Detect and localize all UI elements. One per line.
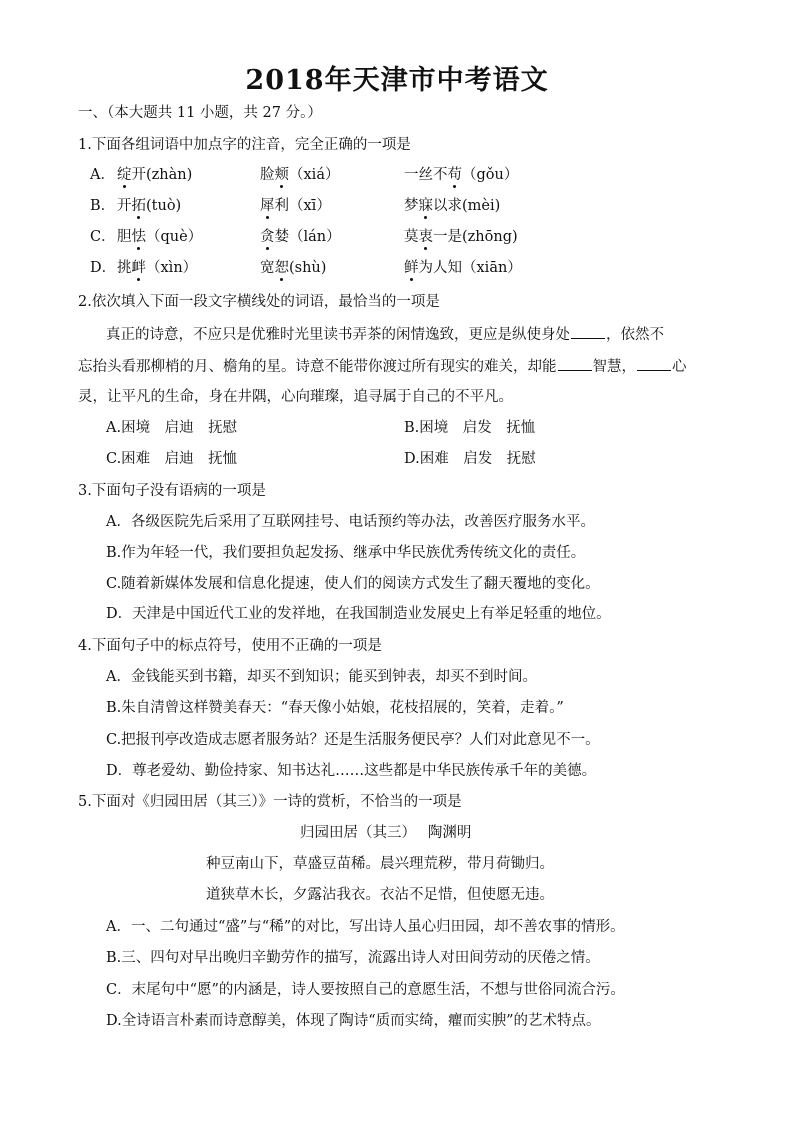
q1-option-item: 莫衷一是(zhōng) (404, 229, 518, 245)
q2-passage-line: 真正的诗意，不应只是优雅时光里读书弄茶的闲情逸致，更应是纵使身处 ，依然不 (106, 324, 664, 345)
q2-stem: 2.依次填入下面一段文字横线处的词语，最恰当的一项是 (78, 294, 440, 310)
dot-mark: 苟 (447, 167, 462, 183)
q3-option-a: A．各级医院先后采用了互联网挂号、电话预约等办法，改善医疗服务水平。 (106, 514, 595, 530)
q5-option-a: A．一、二句通过“盛”与“稀”的对比，写出诗人虽心归田园，却不善农事的情形。 (106, 919, 625, 935)
q1-option-item: 开拓(tuò) (117, 198, 182, 214)
q2-option-c: C.困难 启迪 抚恤 (106, 451, 238, 467)
dot-mark: 犀 (260, 198, 275, 214)
dot-mark: 贪 (260, 229, 275, 245)
q1-option-item: 宽恕(shù) (260, 260, 327, 276)
dot-mark: 寐 (418, 198, 433, 214)
q1-option-label: A． (90, 167, 115, 183)
q2-option-d: D.困难 启发 抚慰 (404, 451, 536, 467)
q1-option-item: 绽开(zhàn) (117, 167, 193, 183)
poem-line: 道狭草木长，夕露沾我衣。衣沾不足惜，但使愿无违。 (206, 887, 554, 903)
q4-option-a: A．金钱能买到书籍，却买不到知识；能买到钟表，却买不到时间。 (106, 669, 537, 685)
section-header: 一、（本大题共 11 小题，共 27 分。） (78, 105, 322, 121)
poem-line: 种豆南山下，草盛豆苗稀。晨兴理荒秽，带月荷锄归。 (206, 856, 554, 872)
dot-mark: 怯 (131, 229, 146, 245)
q1-option-item: 梦寐以求(mèi) (404, 198, 501, 214)
q1-option-item: 犀利（xī） (260, 198, 331, 214)
q2-passage-line: 灵，让平凡的生命，身在井隅，心向璀璨，追寻属于自己的不平凡。 (78, 389, 513, 405)
answer-blank (637, 356, 671, 371)
q1-option-item: 脸颊（xiá） (260, 167, 340, 183)
q3-stem: 3.下面句子没有语病的一项是 (78, 483, 266, 499)
dot-mark: 衅 (131, 260, 146, 276)
q2-passage-line: 忘抬头看那柳梢的月、檐角的星。诗意不能带你渡过所有现实的难关，却能 智慧， 心 (78, 356, 687, 377)
q1-option-item: 一丝不苟（gǒu） (404, 167, 519, 183)
q1-stem: 1.下面各组词语中加点字的注音，完全正确的一项是 (78, 137, 411, 153)
dot-mark: 拓 (131, 198, 146, 214)
q5-option-c: C．末尾句中“愿”的内涵是，诗人要按照自己的意愿生活，不想与世俗同流合污。 (106, 982, 625, 998)
q1-option-item: 鲜为人知（xiān） (404, 260, 522, 276)
q5-stem: 5.下面对《归园田居（其三）》一诗的赏析，不恰当的一项是 (78, 794, 462, 810)
answer-blank (558, 356, 592, 371)
poem-title: 归园田居（其三） 陶渊明 (300, 825, 472, 841)
q3-option-c: C.随着新媒体发展和信息化提速，使人们的阅读方式发生了翻天覆地的变化。 (106, 576, 600, 592)
page-title: 2018年天津市中考语文 (245, 65, 549, 96)
q1-option-label: C． (90, 229, 116, 245)
q2-option-a: A.困境 启迪 抚慰 (106, 420, 238, 436)
dot-mark: 衷 (418, 229, 433, 245)
q3-option-b: B.作为年轻一代，我们要担负起发扬、继承中华民族优秀传统文化的责任。 (106, 545, 586, 561)
q1-option-item: 挑衅（xìn） (117, 260, 198, 276)
q5-option-b: B.三、四句对早出晚归辛勤劳作的描写，流露出诗人对田间劳动的厌倦之情。 (106, 950, 600, 966)
q1-option-label: D． (90, 260, 117, 276)
q4-option-b: B.朱自清曾这样赞美春天：“春天像小姑娘，花枝招展的，笑着，走着。” (106, 700, 564, 716)
q1-option-item: 贪婪（lán） (260, 229, 341, 245)
dot-mark: 鲜 (404, 260, 419, 276)
q2-option-b: B.困境 启发 抚恤 (404, 420, 536, 436)
q3-option-d: D．天津是中国近代工业的发祥地，在我国制造业发展史上有举足轻重的地位。 (106, 606, 611, 622)
dot-mark: 绽 (117, 167, 132, 183)
q1-option-item: 胆怯（què） (117, 229, 203, 245)
q4-stem: 4.下面句子中的标点符号，使用不正确的一项是 (78, 638, 382, 654)
q4-option-d: D．尊老爱幼、勤俭持家、知书达礼……这些都是中华民族传承千年的美德。 (106, 763, 597, 779)
dot-mark: 恕 (274, 260, 289, 276)
q1-option-label: B． (90, 198, 116, 214)
dot-mark: 颊 (274, 167, 289, 183)
answer-blank (571, 324, 605, 339)
q5-option-d: D.全诗语言朴素而诗意醇美，体现了陶诗“质而实绮，癯而实腴”的艺术特点。 (106, 1013, 601, 1029)
q4-option-c: C.把报刊亭改造成志愿者服务站？还是生活服务便民亭？人们对此意见不一。 (106, 732, 600, 748)
